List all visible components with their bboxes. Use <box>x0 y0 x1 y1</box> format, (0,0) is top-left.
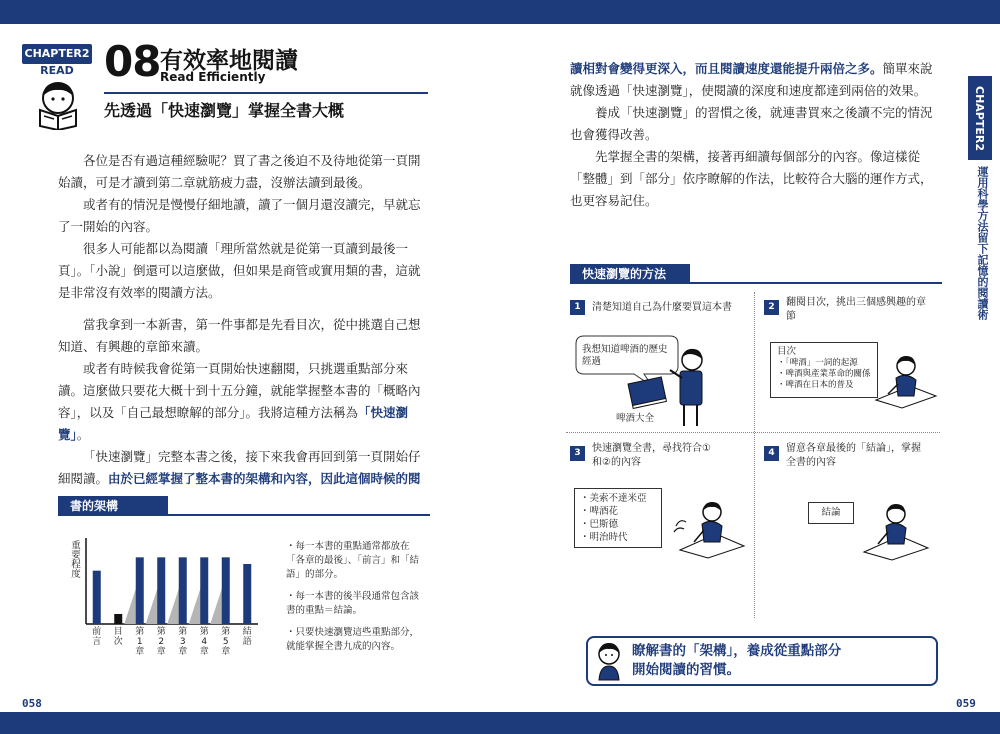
paragraph-5-text: 或者有時候我會從第一頁開始快速翻閱，只挑選重點部分來讀。這麼做只要花大概十到十五分鐘，就能掌握整本書的「概略內容」，以及「自己最想瞭解的部分」。我將這種方法稱為 <box>58 361 421 420</box>
chart-bar <box>114 614 122 624</box>
chart-bar <box>179 557 187 624</box>
book-structure-chart <box>78 534 268 664</box>
grid-divider-vertical <box>754 292 755 618</box>
chart-category-label: 第 2 章 <box>156 627 166 657</box>
right-paragraph-3: 先掌握全書的架構，接著再細讀每個部分的內容。像這樣從「整體」到「部分」依序瞭解的作法，比較符合大腦的運作方式，也更容易記住。 <box>570 149 933 208</box>
chart-bar <box>243 564 251 624</box>
chart-category-label: 第 4 章 <box>199 627 209 657</box>
method-box-rule <box>570 282 942 284</box>
chart-category-label: 目次 <box>113 627 123 647</box>
grid-divider-horizontal <box>566 432 940 433</box>
chart-bar <box>200 557 208 624</box>
subheading: 先透過「快速瀏覽」掌握全書大概 <box>104 101 345 120</box>
chart-note-2: ・每一本書的後半段通常包含該書的重點＝結論。 <box>286 591 420 616</box>
page-number-left: 058 <box>22 697 42 710</box>
chart-bar <box>222 557 230 624</box>
section-number: 08 <box>104 37 161 86</box>
heading-rule <box>104 92 428 94</box>
paragraph-1: 各位是否有過這種經驗呢？買了書之後迫不及待地從第一頁開始讀，可是才讀到第二章就筋疲力盡，沒辦法讀到最後。 <box>58 153 421 190</box>
section-title: 有效率地閱讀 <box>160 48 298 74</box>
step-4-text: 留意各章最後的「結論」，掌握全書的內容 <box>786 443 921 468</box>
book-label: 啤酒大全 <box>616 413 655 424</box>
speech-bubble-text: 我想知道啤酒的歷史經過 <box>582 344 668 367</box>
chapter-badge: CHAPTER2 <box>22 44 92 64</box>
book-structure-rule <box>58 514 430 516</box>
paragraph-3: 很多人可能都以為閱讀「理所當然就是從第一頁讀到最後一頁」。「小說」倒還可以這麼做，但如果是商管或實用類的書，這就是非常沒有效率的閱讀方法。 <box>58 241 421 300</box>
paragraph-4: 當我拿到一本新書，第一件事都是先看目次，從中挑選自己想知道、有興趣的章節來讀。 <box>58 317 421 354</box>
summary-line-1: 瞭解書的「架構」，養成從重點部分 <box>632 643 842 659</box>
step-2-number: 2 <box>764 300 779 315</box>
step-3-illustration <box>672 496 752 560</box>
step-4-illustration <box>856 498 936 562</box>
step-2-text: 翻閱目次，挑出三個感興趣的章節 <box>786 297 926 322</box>
chart-note-3: ・只要快速瀏覽這些重點部分，就能掌握全書九成的內容。 <box>286 627 420 652</box>
chart-category-label: 前言 <box>92 627 102 647</box>
side-tab-chapter: CHAPTER2 <box>973 86 986 151</box>
thinking-person-icon <box>594 640 624 682</box>
step-2-illustration <box>870 350 940 410</box>
step-4-number: 4 <box>764 446 779 461</box>
body-text-part2 <box>58 314 430 490</box>
toc-box <box>770 342 878 398</box>
scan-item-1: ・美索不達米亞 <box>580 493 647 504</box>
section-subtitle: Read Efficiently <box>160 70 266 84</box>
right-paragraph-1 <box>570 58 942 102</box>
step-1-number: 1 <box>570 300 585 315</box>
paragraph-2: 或者有的情況是慢慢仔細地讀，讀了一個月還沒讀完，早就忘了一開始的內容。 <box>58 197 421 234</box>
right-paragraph-1-text: 簡單來說就像透過「快速瀏覽」，使閱讀的深度和速度都達到兩倍的效果。 <box>570 61 933 98</box>
right-paragraph-1-highlight: 讀相對會變得更深入，而且閱讀速度還能提升兩倍之多。 <box>570 61 883 76</box>
step-1-text: 清楚知道自己為什麼要買這本書 <box>592 302 732 313</box>
paragraph-6-highlight: 由於已經掌握了整本書的架構和內容，因此這個時候的閱 <box>108 471 421 486</box>
page-number-right: 059 <box>956 697 976 710</box>
paragraph-6-text: 「快速瀏覽」完整本書之後，接下來我會再回到第一頁開始仔細閱讀。 <box>58 449 421 486</box>
book-structure-title: 書的架構 <box>58 496 168 516</box>
chart-category-label: 第 3 章 <box>178 627 188 657</box>
body-text-part1 <box>58 150 430 304</box>
conclusion-box: 結論 <box>808 502 854 524</box>
right-paragraph-2: 養成「快速瀏覽」的習慣之後，就連書買來之後讀不完的情況也會獲得改善。 <box>570 105 933 142</box>
chart-bar <box>157 557 165 624</box>
top-bar <box>0 0 1000 24</box>
toc-item-3: ・啤酒在日本的普及 <box>777 380 854 390</box>
chapter-read-label: READ <box>40 64 74 77</box>
scan-item-3: ・巴斯德 <box>580 519 619 530</box>
scan-item-4: ・明治時代 <box>580 532 628 543</box>
chart-category-label: 結語 <box>242 627 252 647</box>
chart-category-label: 第 5 章 <box>221 627 231 657</box>
scan-box <box>574 488 662 548</box>
toc-title: 目次 <box>777 346 797 357</box>
side-tab-title: 運用科學方法留下記憶的閱讀術 <box>976 166 989 320</box>
chart-ylabel: 重要程度 <box>69 540 80 578</box>
method-box-title: 快速瀏覽的方法 <box>570 264 690 284</box>
chart-category-label: 第 1 章 <box>135 627 145 657</box>
right-body-text <box>570 58 942 212</box>
quick-browse-term: 「快速瀏覽」 <box>58 405 409 442</box>
reading-person-icon <box>30 80 86 130</box>
summary-line-2: 開始閱讀的習慣。 <box>632 662 740 678</box>
bottom-bar <box>0 712 1000 734</box>
chart-note-1: ・每一本書的重點通常都放在「各章的最後」、「前言」和「結語」的部分。 <box>286 541 420 580</box>
toc-item-1: ・「啤酒」一詞的起源 <box>777 358 858 368</box>
paragraph-5-end: 。 <box>76 427 90 442</box>
step-3-number: 3 <box>570 446 585 461</box>
paragraph-6 <box>58 446 430 490</box>
summary-text <box>632 642 841 680</box>
toc-item-2: ・啤酒與產業革命的關係 <box>777 369 871 379</box>
chart-notes <box>286 540 426 654</box>
step-3-text: 快速瀏覽全書，尋找符合①和②的內容 <box>592 443 711 468</box>
scan-item-2: ・啤酒花 <box>580 506 619 517</box>
paragraph-5 <box>58 358 430 446</box>
chart-bar <box>136 557 144 624</box>
chart-bar <box>93 571 101 624</box>
